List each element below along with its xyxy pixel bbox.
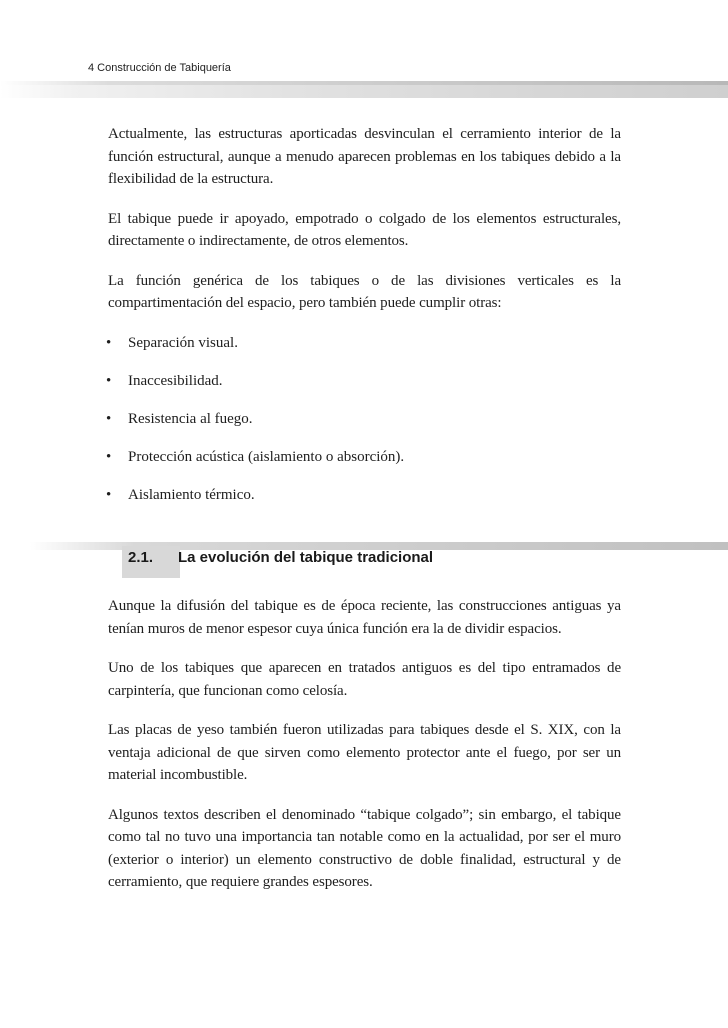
- bullet-icon: •: [106, 486, 112, 503]
- list-item: [108, 370, 621, 392]
- bullet-icon: •: [106, 334, 112, 351]
- section-body: [108, 595, 621, 911]
- list-item-text: Protección acústica (aislamiento o absorción).: [128, 448, 405, 465]
- list-item: [108, 484, 621, 506]
- paragraph: El tabique puede ir apoyado, empotrado o colgado de los elementos estructurales, directamente o indirectamente, de otros elementos.: [108, 210, 621, 249]
- bullet-icon: •: [106, 372, 112, 389]
- bullet-icon: •: [106, 448, 112, 465]
- section-title: La evolución del tabique tradicional: [178, 549, 434, 566]
- header-rule: [0, 81, 728, 98]
- list-item: [108, 332, 621, 354]
- paragraph: Uno de los tabiques que aparecen en tratados antiguos es del tipo entramados de carpintería, que funcionan como celosía.: [108, 660, 621, 699]
- intro-block: [108, 123, 621, 522]
- bullet-list: [108, 332, 621, 506]
- list-item: [108, 446, 621, 468]
- section-number: 2.1.: [128, 549, 154, 566]
- bullet-icon: •: [106, 410, 112, 427]
- paragraph: Algunos textos describen el denominado “tabique colgado”; sin embargo, el tabique como tal no tuvo una importancia tan notable como en la actualidad, por ser el muro (exterior o interior) un elemento constructivo de doble finalidad, estructural y de cerramiento, que requiere grandes espesores.: [108, 806, 621, 890]
- list-item: [108, 408, 621, 430]
- list-item-text: Inaccesibilidad.: [128, 372, 223, 389]
- paragraph: La función genérica de los tabiques o de las divisiones verticales es la compartimentación del espacio, pero también puede cumplir otras:: [108, 272, 621, 311]
- list-item-text: Separación visual.: [128, 334, 238, 351]
- list-item-text: Aislamiento térmico.: [128, 486, 255, 503]
- running-header: 4 Construcción de Tabiquería: [88, 62, 231, 74]
- paragraph: Aunque la difusión del tabique es de época reciente, las construcciones antiguas ya tenían muros de menor espesor cuya única función era la de dividir espacios.: [108, 598, 621, 637]
- paragraph: Las placas de yeso también fueron utilizadas para tabiques desde el S. XIX, con la ventaja adicional de que sirven como elemento protector ante el fuego, por ser un material incombustible.: [108, 722, 621, 783]
- paragraph: Actualmente, las estructuras aporticadas desvinculan el cerramiento interior de la función estructural, aunque a menudo aparecen problemas en los tabiques debido a la flexibilidad de la estructura.: [108, 126, 621, 187]
- list-item-text: Resistencia al fuego.: [128, 410, 253, 427]
